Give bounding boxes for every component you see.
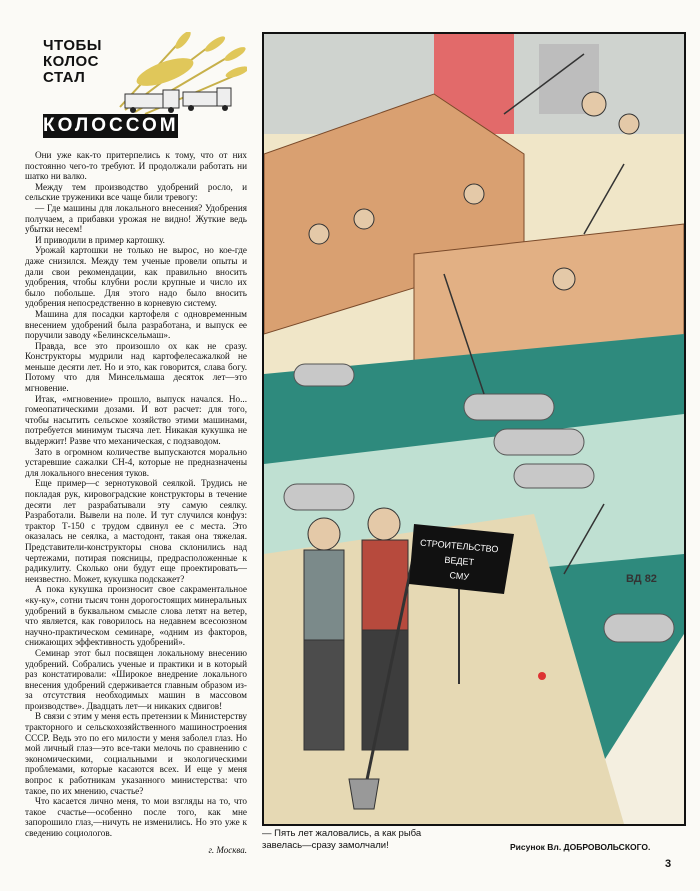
article-paragraph: Они уже как-то притерпелись к тому, что от них постоянно чего-то требуют. И продолжали работать ни шатко ни валко.	[25, 150, 247, 182]
article-city: г. Москва.	[208, 844, 247, 855]
article-heading	[25, 32, 247, 144]
article-paragraph: И приводили в пример картошку.	[35, 234, 165, 245]
cartoon-caption: — Пять лет жаловались, а как рыба завелась—сразу замолчали!	[262, 828, 422, 851]
article-paragraph: Между тем производство удобрений росло, и сельские труженики все чаще били тревогу:	[25, 181, 247, 203]
sign-line-1: СТРОИТЕЛЬСТВО	[419, 537, 499, 555]
article-paragraph: Машина для посадки картофеля с одновременным внесением удобрений была разработана, и выпуск ее поручили заводу «Белинсксельмаш».	[25, 308, 247, 341]
article-paragraph: Урожай картошки не только не вырос, но кое-где даже снизился. Между тем ученые провели опыты и дали свои рекомендации, как правильно вносить удобрения, чтобы клубни росли крупные и число их было побольше. Для этого надо было вносить удобрения непосредственно в корневую систему.	[25, 245, 247, 309]
cartoon-drawing	[264, 34, 684, 824]
article-column	[25, 32, 247, 855]
article-paragraph: — Где машины для локального внесения? Удобрения получаем, а прибавки урожая не видно! Жуткие ведь убытки несем!	[25, 202, 247, 235]
sign-line-3: СМУ	[449, 570, 470, 582]
article-paragraph: Еще пример—с зернотуковой сеялкой. Трудись не покладая рук, кировоградские конструкторы в течение десяти лет разрабатывали эту самую сеялку. Разработали. Вывели на поле. И тут случился конфуз: трактор Т-150 с трудом сдвинул ее с места. Это оказалась не сеялка, а мастодонт, такая она тяжелая. Представители-конструкторы снова склонились над чертежами, потирая поясницы, предрасположенные к радикулиту. Сколько они будут еще проектировать—неизвестно. Может, кукушка подскажет?	[25, 478, 247, 584]
article-paragraph: Семинар этот был посвящен локальному внесению удобрений. Собрались ученые и практики и в который раз констатировали: «Широкое внедрение локального внесения удобрений сдерживается главным образом из-за отсутствия необходимых машин в массовом производстве». Двадцать лет—и никаких сдвигов!	[25, 647, 247, 711]
heading-subtitle: ЧТОБЫ КОЛОС СТАЛ	[43, 37, 102, 86]
article-paragraph: В связи с этим у меня есть претензии к Министерству тракторного и сельскохозяйственного машиностроения СССР. Ведь это по его милости у меня заболел глаз. Но мой личный глаз—это все-таки мелочь по сравнению с экономическими, социальными и экологическими проблемами, которые касаются всех. И еще у меня вопрос к работникам указанного министерства: что такое, по их мнению, счастье?	[25, 711, 247, 796]
sign-line-2: ВЕДЕТ	[444, 554, 475, 568]
article-paragraph: А пока кукушка произносит свое сакраментальное «ку-ку», сотни тысяч тонн дорогостоящих минеральных удобрений в буквальном смысле слова летят на ветер, что является, как говорилось на недавнем всесоюзном научно-практическом семинаре, «одним из факторов, снижающих эффективность удобрений».	[25, 584, 247, 648]
article-paragraph: Что касается лично меня, то мои взгляды на то, что такое счастье—особенно после того, как мне запорошило глаз,—ничуть не изменились. Но это уже к сведению социологов.	[25, 796, 247, 838]
article-paragraph: Итак, «мгновение» прошло, выпуск начался. Но... гомеопатическими дозами. И вот расчет: для того, чтобы насытить сельское хозяйство этими машинами, потребуется минимум тысяча лет. Никакая кукушка не выдержит! Разве что механическая, с подзаводом.	[25, 393, 247, 447]
article-paragraph: Правда, все это произошло ох как не сразу. Конструкторы мудрили над картофелесажалкой не меньше десяти лет. Но и это, как говорится, слава богу. Потому что для Минсельмаша десяток лет—это мгновение.	[25, 340, 247, 394]
page-number: 3	[665, 858, 672, 870]
cartoon-illustration	[262, 32, 686, 826]
article-paragraph: Зато в огромном количестве выпускаются морально устаревшие сажалки СН-4, которые не предназначены для локального внесения туков.	[25, 446, 247, 478]
heading-title: КОЛОССОМ	[43, 115, 179, 136]
article-body	[25, 150, 247, 839]
illustration-credit: Рисунок Вл. ДОБРОВОЛЬСКОГО.	[510, 842, 651, 852]
artist-signature: ВД 82	[626, 573, 657, 585]
